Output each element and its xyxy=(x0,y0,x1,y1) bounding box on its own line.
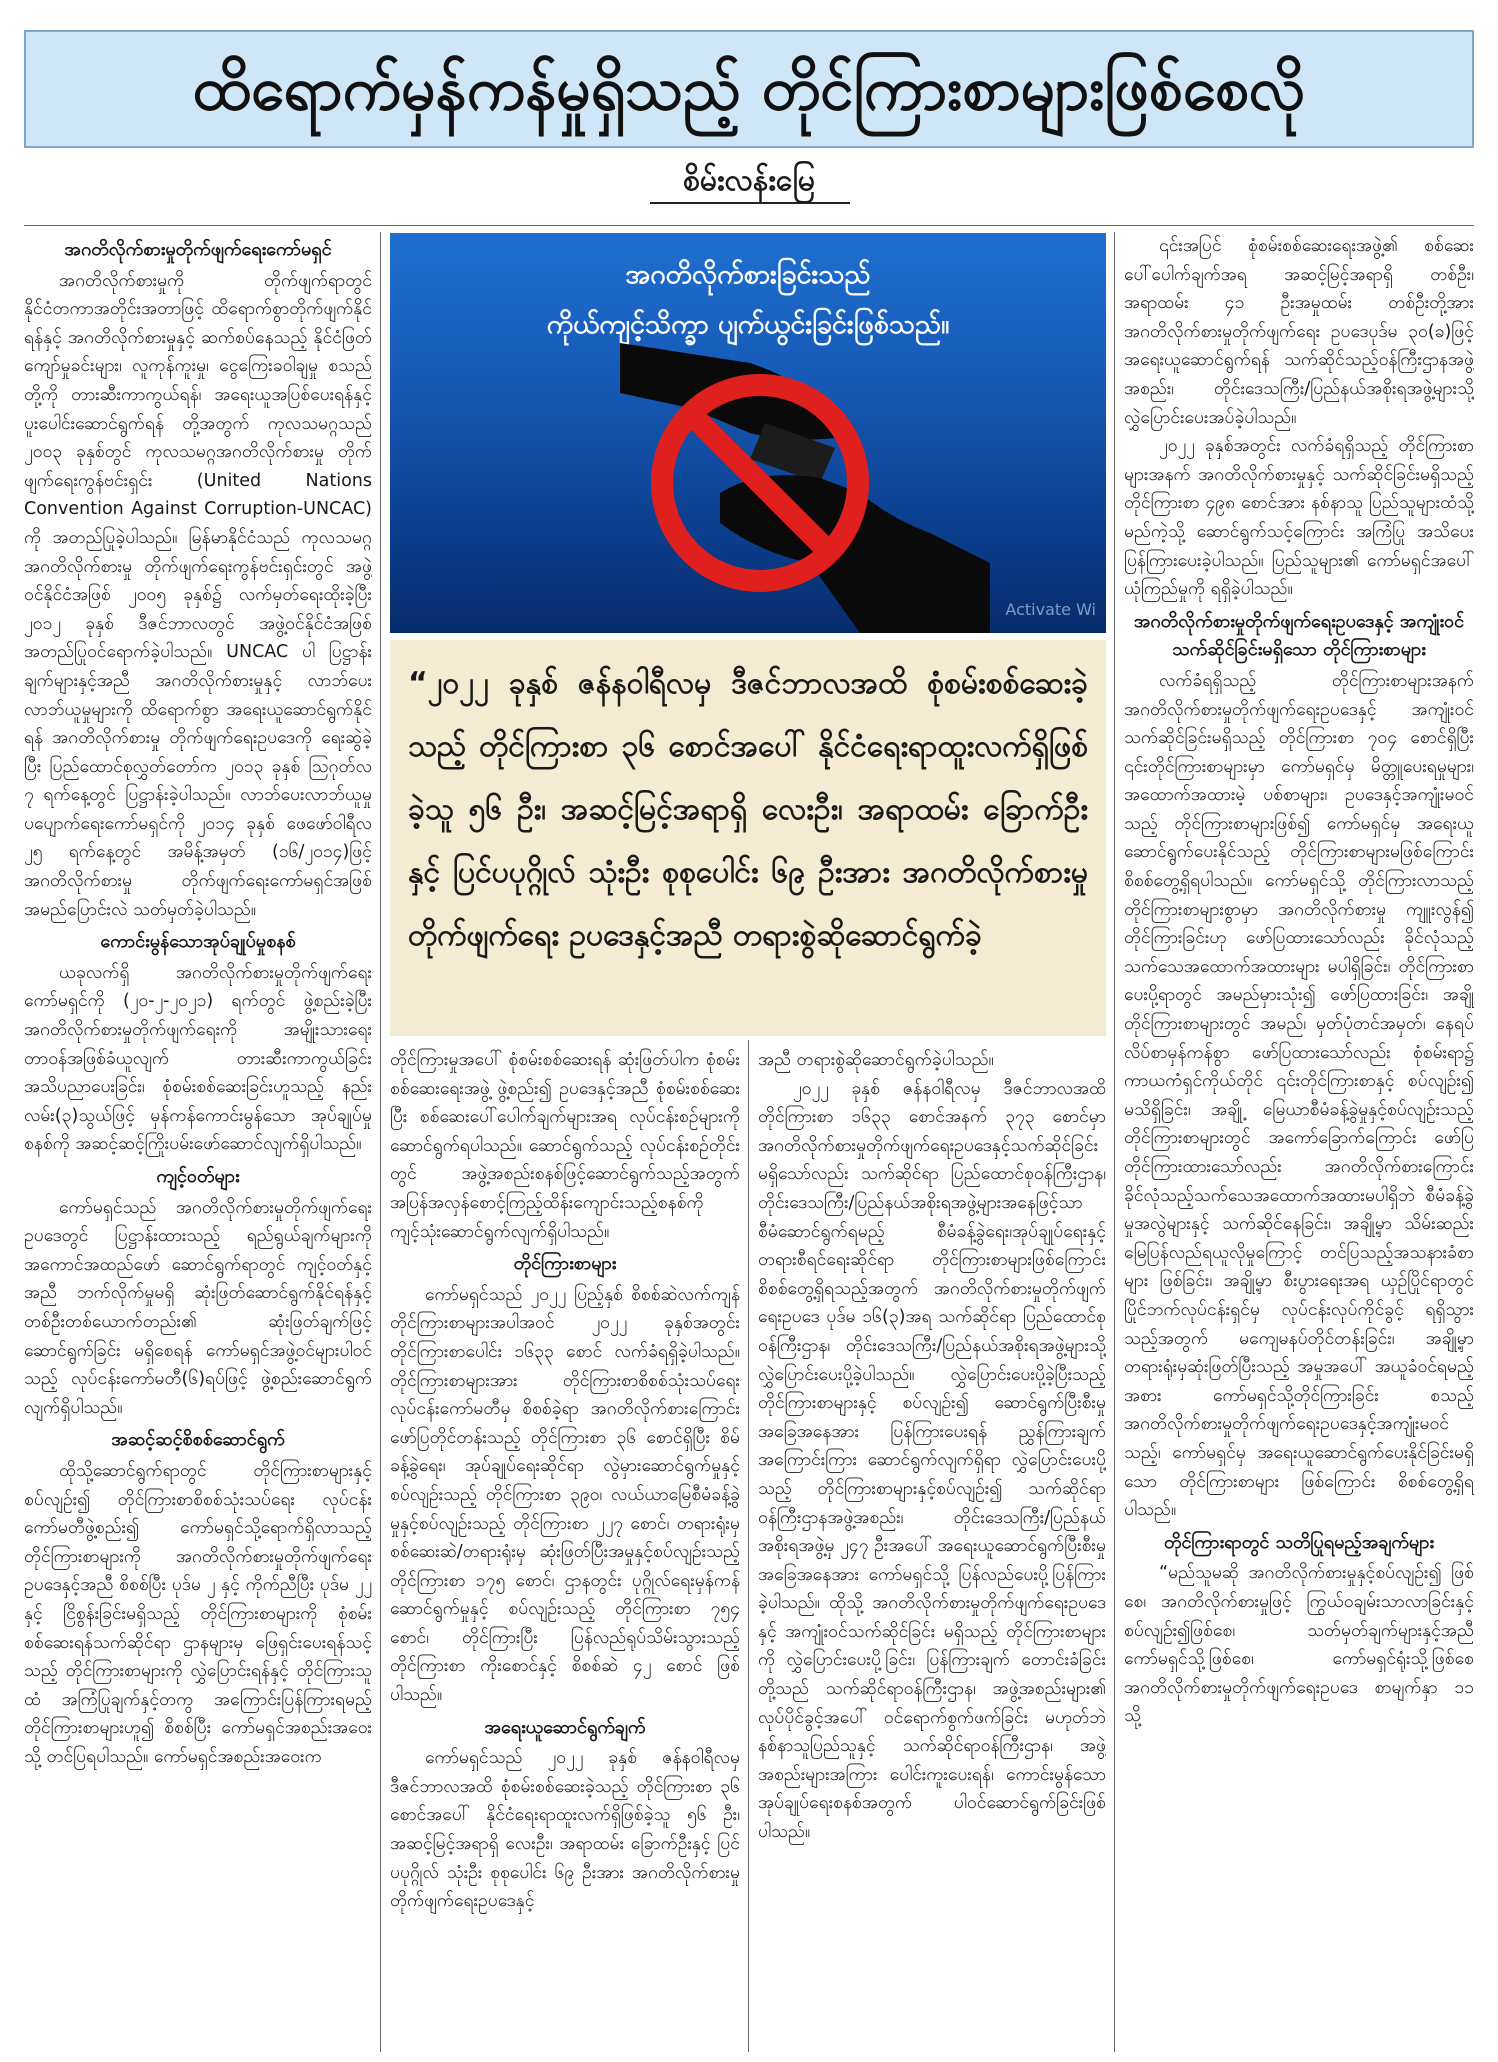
prohibited-bribe-icon xyxy=(390,233,1106,633)
body-paragraph: “မည်သူမဆို အဂတိလိုက်စားမှုနှင့်စပ်လျဉ်း၍ ဖြစ်စေ၊ အဂတိလိုက်စားမှုဖြင့် ကြွယ်ဝချမ်းသာလာခြင်းနှင့် စပ်လျဉ်း၍ဖြစ်စေ၊ သတ်မှတ်ချက်များနှင့်အညီ ကော်မရှင်သို့ဖြစ်စေ၊ ကော်မရှင်ရုံးသို့ဖြစ်စေ အဂတိလိုက်စားမှုတိုက်ဖျက်ရေးဥပဒေ စာမျက်နှာ ၁၁ သို့ xyxy=(1124,1563,1474,1727)
column-divider xyxy=(748,1040,749,2052)
body-paragraph: ကော်မရှင်သည် အဂတိလိုက်စားမှုတိုက်ဖျက်ရေးဥပဒေတွင် ပြဋ္ဌာန်းထားသည့် ရည်ရွယ်ချက်များကို အကောင်အထည်ဖော် ဆောင်ရွက်ရာတွင် ကျင့်ဝတ်နှင့်အညီ ဘက်လိုက်မှုမရှိ ဆုံးဖြတ်ဆောင်ရွက်နိုင်ရန်နှင့် တစ်ဦးတစ်ယောက်တည်း၏ ဆုံးဖြတ်ချက်ဖြင့် ဆောင်ရွက်ခြင်း မရှိစေရန် ကော်မရှင်အဖွဲ့ဝင်များပါဝင်သည့် လုပ်ငန်းကော်မတီ(၆)ရပ်ဖြင့် ဖွဲ့စည်းဆောင်ရွက်လျက်ရှိပါသည်။ xyxy=(24,1197,372,1418)
column-divider xyxy=(380,232,381,2052)
body-paragraph: အဂတိလိုက်စားမှုကို တိုက်ဖျက်ရာတွင် နိုင်ငံတကာအတိုင်းအတာဖြင့် ထိရောက်စွာတိုက်ဖျက်နိုင်ရန်နှင့် အဂတိလိုက်စားမှုနှင့် ဆက်စပ်နေသည့် နိုင်ငံဖြတ်ကျော်မှုခင်းများ၊ လူကုန်ကူးမှု၊ ငွေကြေးခဝါချမှု စသည်တို့ကို တားဆီးကာကွယ်ရန်၊ အရေးယူအပြစ်ပေးရန်နှင့် ပူးပေါင်းဆောင်ရွက်ရန် တို့အတွက် ကုလသမဂ္ဂသည် ၂၀၀၃ ခုနှစ်တွင် ကုလသမဂ္ဂအဂတိလိုက်စားမှု တိုက်ဖျက်ရေးကွန်ဗင်းရှင်း (United Nations Convention Against Corruption-UNCAC) ကို အတည်ပြုခဲ့ပါသည်။ မြန်မာနိုင်ငံသည် ကုလသမဂ္ဂအဂတိလိုက်စားမှု တိုက်ဖျက်ရေးကွန်ဗင်းရှင်းတွင် အဖွဲ့ဝင်နိုင်ငံအဖြစ် ၂၀၀၅ ခုနှစ်၌ လက်မှတ်ရေးထိုးခဲ့ပြီး ၂၀၁၂ ခုနှစ် ဒီဇင်ဘာလတွင် အဖွဲ့ဝင်နိုင်ငံအဖြစ် အတည်ပြုဝင်ရောက်ခဲ့ပါသည်။ UNCAC ပါ ပြဋ္ဌာန်းချက်များနှင့်အညီ အဂတိလိုက်စားမှုနှင့် လာဘ်ပေးလာဘ်ယူမှုများကို ထိရောက်စွာ အရေးယူဆောင်ရွက်နိုင်ရန် အဂတိလိုက်စားမှု တိုက်ဖျက်ရေးဥပဒေကို ရေးဆွဲခဲ့ပြီး ပြည်ထောင်စုလွှတ်တော်က ၂၀၁၃ ခုနှစ် ဩဂုတ်လ ၇ ရက်နေ့တွင် ပြဋ္ဌာန်းခဲ့ပါသည်။ လာဘ်ပေးလာဘ်ယူမှု ပပျောက်ရေးကော်မရှင်ကို ၂၀၁၄ ခုနှစ် ဖေဖော်ဝါရီလ ၂၅ ရက်နေ့တွင် အမိန့်အမှတ် (၁၆/၂၀၁၄)ဖြင့် အဂတိလိုက်စားမှု တိုက်ဖျက်ရေးကော်မရှင်အဖြစ် အမည်ပြောင်းလဲ သတ်မှတ်ခဲ့ပါသည်။ xyxy=(24,270,372,920)
body-paragraph: ၂၀၂၂ ခုနှစ် ဇန်နဝါရီလမှ ဒီဇင်ဘာလအထိ တိုင်ကြားစာ ၁၆၃၃ စောင်အနက် ၃၇၃ စောင်မှာ အဂတိလိုက်စားမှုတိုက်ဖျက်ရေးဥပဒေနှင့်သက်ဆိုင်ခြင်းမရှိသော်လည်း သက်ဆိုင်ရာ ပြည်ထောင်စုဝန်ကြီးဌာန၊ တိုင်းဒေသကြီး/ပြည်နယ်အစိုးရအဖွဲ့များအနေဖြင့်သာ စီမံဆောင်ရွက်ရမည့် စီမံခန့်ခွဲရေး၊အုပ်ချုပ်ရေးနှင့် တရားစီရင်ရေးဆိုင်ရာ တိုင်ကြားစာများဖြစ်ကြောင်း စိစစ်တွေ့ရှိရသည့်အတွက် အဂတိလိုက်စားမှုတိုက်ဖျက်ရေးဥပဒေ ပုဒ်မ ၁၆(၃)အရ သက်ဆိုင်ရာ ပြည်ထောင်စုဝန်ကြီးဌာန၊ တိုင်းဒေသကြီး/ပြည်နယ်အစိုးရအဖွဲ့များသို့ လွှဲပြောင်းပေးပို့ခဲ့ပါသည်။ လွှဲပြောင်းပေးပို့ခဲ့ပြီးသည့် တိုင်ကြားစာများနှင့် စပ်လျဉ်း၍ ဆောင်ရွက်ပြီးစီးမှုအခြေအနေအား ပြန်ကြားပေးရန် ညွှန်ကြားချက်အကြောင်းကြား ဆောင်ရွက်လျက်ရှိရာ လွှဲပြောင်းပေးပို့သည့် တိုင်ကြားစာများနှင့်စပ်လျဉ်း၍ သက်ဆိုင်ရာဝန်ကြီးဌာနအဖွဲ့အစည်း၊ တိုင်းဒေသကြီး/ပြည်နယ်အစိုးရအဖွဲ့မှ ၂၄၇ ဦးအပေါ် အရေးယူဆောင်ရွက်ပြီးစီးမှု အခြေအနေအား ကော်မရှင်သို့ ပြန်လည်ပေးပို့ပြန်ကြားခဲ့ပါသည်။ ထိုသို့ အဂတိလိုက်စားမှုတိုက်ဖျက်ရေးဥပဒေနှင့် အကျုံးဝင်သက်ဆိုင်ခြင်း မရှိသည့် တိုင်ကြားစာများကို လွှဲပြောင်းပေးပို့ခြင်း၊ ပြန်ကြားချက် တောင်းခံခြင်းတို့သည် သက်ဆိုင်ရာဝန်ကြီးဌာန၊ အဖွဲ့အစည်းများ၏ လုပ်ပိုင်ခွင့်အပေါ် ဝင်ရောက်စွက်ဖက်ခြင်း မဟုတ်ဘဲ နစ်နာသူပြည်သူနှင့် သက်ဆိုင်ရာဝန်ကြီးဌာန၊ အဖွဲ့အစည်းများအကြား ပေါင်းကူးပေးရန်၊ ကောင်းမွန်သောအုပ်ချုပ်ရေးစနစ်အတွက် ပါဝင်ဆောင်ရွက်ခြင်းဖြစ်ပါသည်။ xyxy=(758,1078,1106,1843)
section-heading: ကောင်းမွန်သောအုပ်ချုပ်မှုစနစ် xyxy=(100,931,296,953)
section-heading: တိုင်ကြားစာများ xyxy=(513,1253,617,1275)
illustration-caption-line1: အဂတိလိုက်စားခြင်းသည် xyxy=(625,259,871,290)
section-heading: အရေးယူဆောင်ရွက်ချက် xyxy=(484,1716,646,1738)
watermark-text: Activate Wi xyxy=(1005,600,1096,619)
section-heading: အဂတိလိုက်စားမှုတိုက်ဖျက်ရေးဥပဒေနှင့် အကျုံးဝင် သက်ဆိုင်ခြင်းမရှိသော တိုင်ကြားစာများ xyxy=(1133,610,1465,661)
body-paragraph: ထိုသို့ဆောင်ရွက်ရာတွင် တိုင်ကြားစာများနှင့်စပ်လျဉ်း၍ တိုင်ကြားစာစိစစ်သုံးသပ်ရေး လုပ်ငန်းကော်မတီဖွဲ့စည်း၍ ကော်မရှင်သို့ရောက်ရှိလာသည့် တိုင်ကြားစာများကို အဂတိလိုက်စားမှုတိုက်ဖျက်ရေးဥပဒေနှင့်အညီ စိစစ်ပြီး ပုဒ်မ ၂ နှင့် ကိုက်ညီပြီး ပုဒ်မ ၂၂ နှင့် ငြိစွန်းခြင်းမရှိသည့် တိုင်ကြားစာများကို စုံစမ်းစစ်ဆေးရန်သက်ဆိုင်ရာ ဌာနများမှ ဖြေရှင်းပေးရန်သင့်သည့် တိုင်ကြားစာများကို လွှဲပြောင်းရန်နှင့် တိုင်ကြားသူထံ အကြံပြုချက်နှင့်တကွ အကြောင်းပြန်ကြားရမည့် တိုင်ကြားစာများဟူ၍ စိစစ်ပြီး ကော်မရှင်အစည်းအဝေးသို့ တင်ပြရပါသည်။ ကော်မရှင်အစည်းအဝေးက xyxy=(24,1460,372,1767)
headline-banner xyxy=(24,30,1474,148)
byline: စိမ်းလန်းမြေ xyxy=(683,163,815,198)
section-divider xyxy=(24,225,1474,226)
section-heading: တိုင်ကြားရာတွင် သတိပြုရမည့်အချက်များ xyxy=(1163,1531,1435,1553)
pull-quote: “၂၀၂၂ ခုနှစ် ဇန်နဝါရီလမှ ဒီဇင်ဘာလအထိ စုံစမ်းစစ်ဆေးခဲ့သည့် တိုင်ကြားစာ ၃၆ စောင်အပေါ် နိုင်ငံရေးရာထူးလက်ရှိဖြစ်ခဲ့သူ ၅၆ ဦး၊ အဆင့်မြင့်အရာရှိ လေးဦး၊ အရာထမ်း ခြောက်ဦးနှင့် ပြင်ပပုဂ္ဂိုလ် သုံးဦး စုစုပေါင်း ၆၉ ဦးအား အဂတိလိုက်စားမှုတိုက်ဖျက်ရေး ဥပဒေနှင့်အညီ တရားစွဲဆိုဆောင်ရွက်ခဲ့ xyxy=(390,640,1106,1036)
body-paragraph: လက်ခံရရှိသည့် တိုင်ကြားစာများအနက် အဂတိလိုက်စားမှုတိုက်ဖျက်ရေးဥပဒေနှင့် အကျုံးဝင် သက်ဆိုင်ခြင်းမရှိသည့် တိုင်ကြားစာ ၇၀၄ စောင်ရှိပြီး ၎င်းတိုင်ကြားစာများမှာ ကော်မရှင်မှ မိတ္တူပေးရမှုများ၊ အထောက်အထားမဲ့ ပစ်စာများ၊ ဥပဒေနှင့်အကျုံးမဝင်သည့် တိုင်ကြားစာများဖြစ်၍ ကော်မရှင်မှ အရေးယူဆောင်ရွက်ပေးနိုင်သည့် တိုင်ကြားစာများမဖြစ်ကြောင်း စိစစ်တွေ့ရှိရပါသည်။ ကော်မရှင်သို့ တိုင်ကြားလာသည့် တိုင်ကြားစာများစွာမှာ အဂတိလိုက်စားမှု ကျူးလွန်၍ တိုင်ကြားခြင်းဟု ဖော်ပြထားသော်လည်း ခိုင်လုံသည့်သက်သေအထောက်အထားများ မပါရှိခြင်း၊ တိုင်ကြားစာပေးပို့ရာတွင် အမည်မှားသုံး၍ ဖော်ပြထားခြင်း၊ အချို့တိုင်ကြားစာများတွင် အမည်၊ မှတ်ပုံတင်အမှတ်၊ နေရပ်လိပ်စာမှန်ကန်စွာ ဖော်ပြထားသော်လည်း စုံစမ်းရာ၌ ကာယကံရှင်ကိုယ်တိုင် ၎င်းတိုင်ကြားစာနှင့် စပ်လျဉ်း၍ မသိရှိခြင်း၊ အချို့ မြေယာစီမံခန့်ခွဲမှုနှင့်စပ်လျဉ်းသည့်တိုင်ကြားစာများတွင် အကော်ခြောက်ကြောင်း ဖော်ပြတိုင်ကြားထားသော်လည်း အဂတိလိုက်စားကြောင်း ခိုင်လုံသည့်သက်သေအထောက်အထားမပါရှိဘဲ စီမံခန့်ခွဲမှုအလွဲများနှင့် သက်ဆိုင်နေခြင်း၊ အချို့မှာ သိမ်းဆည်းမြေပြန်လည်ရယူလိုမှုကြောင့် တင်ပြသည့်အသနားခံစာများ ဖြစ်ခြင်း၊ အချို့မှာ စီးပွားရေးအရ ယှဉ်ပြိုင်ရာတွင် ပြိုင်ဘက်လုပ်ငန်းရှင်မှ လုပ်ငန်းလုပ်ကိုင်ခွင့် ရရှိသွားသည့်အတွက် မကျေမနပ်တိုင်တန်းခြင်း၊ အချို့မှာ တရားရုံးမှဆုံးဖြတ်ပြီးသည့် အမှုအပေါ် အယူခံဝင်ရမည့်အစား ကော်မရှင်သို့တိုင်ကြားခြင်း စသည့် အဂတိလိုက်စားမှုတိုက်ဖျက်ရေးဥပဒေနှင့်အကျုံးမဝင်သည့်၊ ကော်မရှင်မှ အရေးယူဆောင်ရွက်ပေးနိုင်ခြင်းမရှိသော တိုင်ကြားစာများ ဖြစ်ကြောင်း စိစစ်တွေ့ရှိရပါသည်။ xyxy=(1124,670,1474,1521)
body-paragraph: ကော်မရှင်သည် ၂၀၂၂ ခုနှစ် ဇန်နဝါရီလမှ ဒီဇင်ဘာလအထိ စုံစမ်းစစ်ဆေးခဲ့သည့် တိုင်ကြားစာ ၃၆ စောင်အပေါ် နိုင်ငံရေးရာထူးလက်ရှိဖြစ်ခဲ့သူ ၅၆ ဦး၊ အဆင့်မြင့်အရာရှိ လေးဦး၊ အရာထမ်း ခြောက်ဦးနှင့် ပြင်ပပုဂ္ဂိုလ် သုံးဦး စုစုပေါင်း ၆၉ ဦးအား အဂတိလိုက်စားမှုတိုက်ဖျက်ရေးဥပဒေနှင့် xyxy=(390,1748,740,1912)
body-paragraph: ယခုလက်ရှိ အဂတိလိုက်စားမှုတိုက်ဖျက်ရေး ကော်မရှင်ကို (၂၀-၂-၂၀၂၁) ရက်တွင် ဖွဲ့စည်းခဲ့ပြီး အဂတိလိုက်စားမှုတိုက်ဖျက်ရေးကို အမျိုးသားရေးတာဝန်အဖြစ်ခံယူလျက် တားဆီးကာကွယ်ခြင်းအသိပညာပေးခြင်း၊ စုံစမ်းစစ်ဆေးခြင်းဟူသည့် နည်းလမ်း(၃)သွယ်ဖြင့် မှန်ကန်ကောင်းမွန်သော အုပ်ချုပ်မှုစနစ်ကို အဆင့်ဆင့်ကြိုးပမ်းဖော်ဆောင်လျက်ရှိပါသည်။ xyxy=(24,962,372,1155)
article-column-3 xyxy=(758,1046,1106,2052)
body-paragraph: အညီ တရားစွဲဆိုဆောင်ရွက်ခဲ့ပါသည်။ xyxy=(758,1050,994,1070)
body-paragraph: ကော်မရှင်သည် ၂၀၂၂ ပြည့်နှစ် စိစစ်ဆဲလက်ကျန်တိုင်ကြားစာများအပါအဝင် ၂၀၂၂ ခုနှစ်အတွင်း တိုင်ကြားစာပေါင်း ၁၆၃၃ စောင် လက်ခံရရှိခဲ့ပါသည်။ တိုင်ကြားစာများအား တိုင်ကြားစာစိစစ်သုံးသပ်ရေးလုပ်ငန်းကော်မတီမှ စိစစ်ခဲ့ရာ အဂတိလိုက်စားကြောင်း ဖော်ပြတိုင်တန်းသည့် တိုင်ကြားစာ ၃၆ စောင်ရှိပြီး စိမ်ခန့်ခွဲရေး၊ အုပ်ချုပ်ရေးဆိုင်ရာ လွဲမှားဆောင်ရွက်မှုနှင့် စပ်လျဉ်းသည့် တိုင်ကြားစာ ၃၉၀၊ လယ်ယာမြေစီမံခန့်ခွဲမှုနှင့်စပ်လျဉ်းသည့် တိုင်ကြားစာ ၂၂၇ စောင်၊ တရားရုံးမှ စစ်ဆေးဆဲ/တရားရုံးမှ ဆုံးဖြတ်ပြီးအမှုနှင့်စပ်လျဉ်းသည့် တိုင်ကြားစာ ၁၇၅ စောင်၊ ဌာနတွင်း ပုဂ္ဂိုလ်ရေးမှန်ကန်ဆောင်ရွက်မှုနှင့် စပ်လျဉ်းသည့် တိုင်ကြားစာ ၇၅၄ စောင်၊ တိုင်ကြားပြီး ပြန်လည်ရုပ်သိမ်းသွားသည့် တိုင်ကြားစာ ကိုးစောင်နှင့် စိစစ်ဆဲ ၄၂ စောင် ဖြစ်ပါသည်။ xyxy=(390,1284,740,1706)
body-paragraph: ၂၀၂၂ ခုနှစ်အတွင်း လက်ခံရရှိသည့် တိုင်ကြားစာများအနက် အဂတိလိုက်စားမှုနှင့် သက်ဆိုင်ခြင်းမရှိသည့် တိုင်ကြားစာ ၄၉၈ စောင်အား နစ်နာသူ ပြည်သူများထံသို့ မည်ကဲ့သို့ ဆောင်ရွက်သင့်ကြောင်း အကြံပြု အသိပေးပြန်ကြားပေးခဲ့ပါသည်။ ပြည်သူများ၏ ကော်မရှင်အပေါ် ယုံကြည်မှုကို ရရှိခဲ့ပါသည်။ xyxy=(1124,436,1474,600)
byline-underline xyxy=(650,202,850,204)
illustration-caption-line2: ကိုယ်ကျင့်သိက္ခာ ပျက်ယွင်းခြင်းဖြစ်သည်။ xyxy=(546,309,950,340)
headline: ထိရောက်မှန်ကန်မှုရှိသည့် တိုင်ကြားစာများဖြစ်စေလို xyxy=(192,54,1306,124)
section-heading: ကျင့်ဝတ်များ xyxy=(156,1166,240,1187)
section-heading: အဆင့်ဆင့်စိစစ်ဆောင်ရွက် xyxy=(111,1429,285,1451)
article-column-1 xyxy=(24,232,372,2052)
column-divider xyxy=(1114,232,1115,2052)
article-column-2 xyxy=(390,1046,740,2052)
body-paragraph: ၎င်းအပြင် စုံစမ်းစစ်ဆေးရေးအဖွဲ့၏ စစ်ဆေးပေါ်ပေါက်ချက်အရ အဆင့်မြင့်အရာရှိ တစ်ဦး၊ အရာထမ်း ၄၁ ဦးအမှုထမ်း တစ်ဦးတို့အား အဂတိလိုက်စားမှုတိုက်ဖျက်ရေး ဥပဒေပုဒ်မ ၃၀(ခ)ဖြင့် အရေးယူဆောင်ရွက်ရန် သက်ဆိုင်သည့်ဝန်ကြီးဌာနအဖွဲ့အစည်း၊ တိုင်းဒေသကြီး/ပြည်နယ်အစိုးရအဖွဲ့များသို့ လွှဲပြောင်းပေးအပ်ခဲ့ပါသည်။ xyxy=(1124,236,1474,428)
article-column-4 xyxy=(1124,232,1474,2052)
section-heading: အဂတိလိုက်စားမှုတိုက်ဖျက်ရေးကော်မရှင် xyxy=(64,239,332,260)
body-paragraph: တိုင်ကြားမှုအပေါ် စုံစမ်းစစ်ဆေးရန် ဆုံးဖြတ်ပါက စုံစမ်းစစ်ဆေးရေးအဖွဲ့ ဖွဲ့စည်း၍ ဥပဒေနှင့်အညီ စုံစမ်းစစ်ဆေးပြီး စစ်ဆေးပေါ်ပေါက်ချက်များအရ လုပ်ငန်းစဉ်များကို ဆောင်ရွက်ရပါသည်။ ဆောင်ရွက်သည့် လုပ်ငန်းစဉ်တိုင်းတွင် အဖွဲ့အစည်းစနစ်ဖြင့်ဆောင်ရွက်သည့်အတွက် အပြန်အလှန်စောင့်ကြည့်ထိန်းကျောင်းသည့်စနစ်ကို ကျင့်သုံးဆောင်ရွက်လျက်ရှိပါသည်။ xyxy=(390,1050,740,1242)
anti-bribery-illustration xyxy=(390,233,1106,633)
